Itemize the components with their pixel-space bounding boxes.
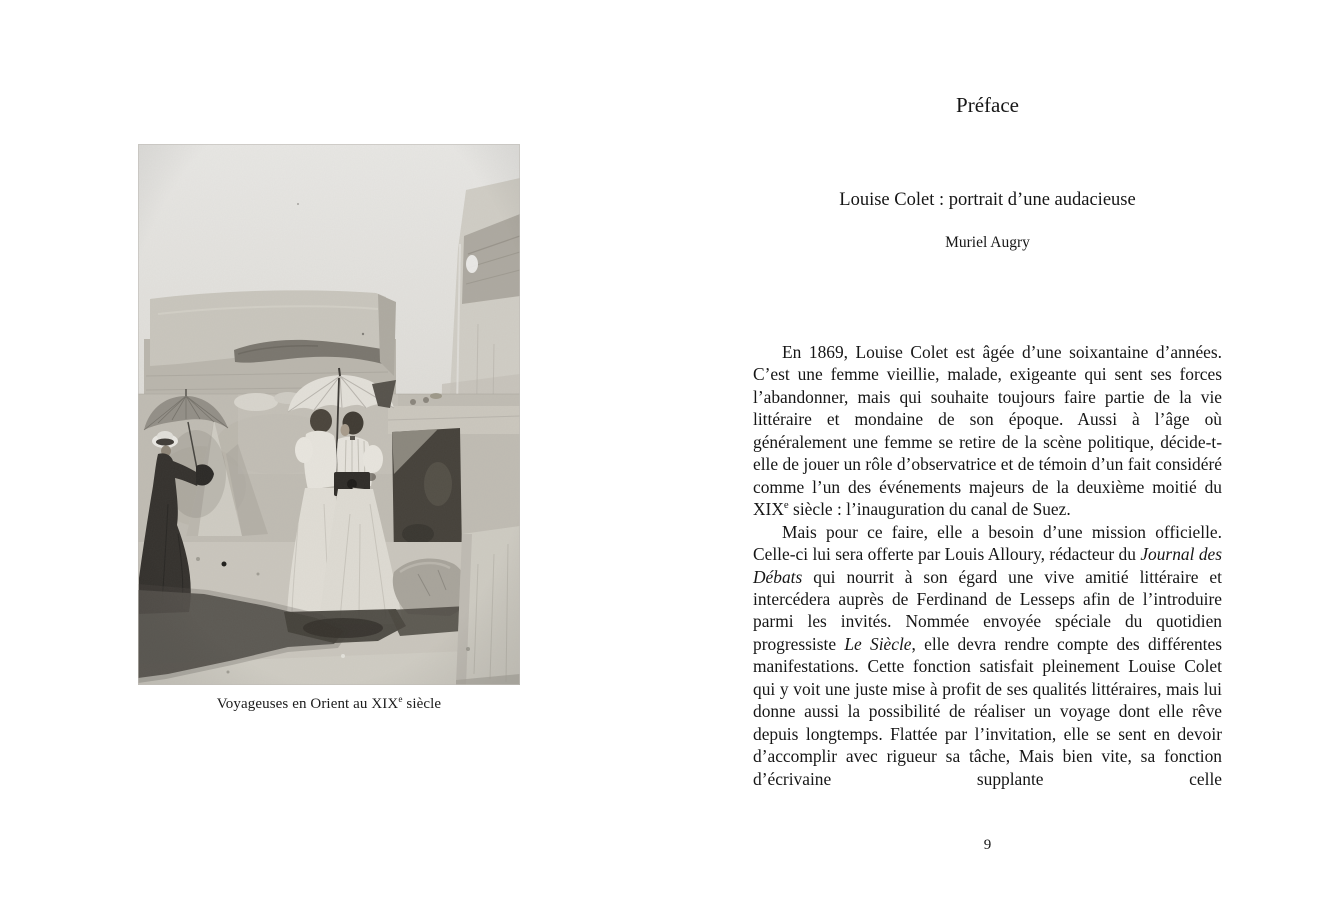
photo-figure: [138, 144, 520, 713]
page-number: 9: [983, 837, 992, 853]
chapter-title: Préface: [956, 93, 1019, 117]
right-page: [659, 0, 1318, 903]
section-subtitle: Louise Colet : portrait d’une audacieuse: [839, 190, 1136, 210]
author-byline: Muriel Augry: [945, 234, 1030, 251]
body-text: [753, 341, 1222, 790]
body-paragraph-2: Mais pour ce faire, elle a besoin d’une mission officielle. Celle-ci lui sera offerte par Louis Alloury, rédacteur du Journal des Débats qui nourrit à son égard une vive amitié littéraire et intercédera auprès de Ferdinand de Lesseps afin de l’introduire parmi les invités. Nommée envoyée spéciale du quotidien progressiste Le Siècle, elle devra rendre compte des différentes manifestations. Cette fonction satisfait pleinement Louise Colet qui y voit une juste mise à profit de ses qualités littéraires, mais lui donne aussi la possibilité de réaliser un voyage dont elle rêve depuis longtemps. Flattée par l’invitation, elle se sent en devoir d’accomplir avec rigueur sa tâche, Mais bien vite, sa fonction d’écrivaine supplante celle: [753, 521, 1222, 789]
book-photo: [138, 144, 520, 685]
text-column: [753, 0, 1222, 903]
body-paragraph-1: En 1869, Louise Colet est âgée d’une soixantaine d’années. C’est une femme vieillie, malade, exigeante qui sent ses forces l’abandonner, mais qui souhaite toujours faire partie de la vie littéraire et mondaine de son époque. Aussi à l’âge où généralement une femme se retire de la scène politique, décide-t-elle de jouer un rôle d’observatrice et de témoin d’un fait considéré comme l’un des événements majeurs de la deuxième moitié du XIXe siècle : l’inauguration du canal de Suez.: [753, 342, 1222, 520]
photo-caption: Voyageuses en Orient au XIXe siècle: [216, 695, 442, 712]
